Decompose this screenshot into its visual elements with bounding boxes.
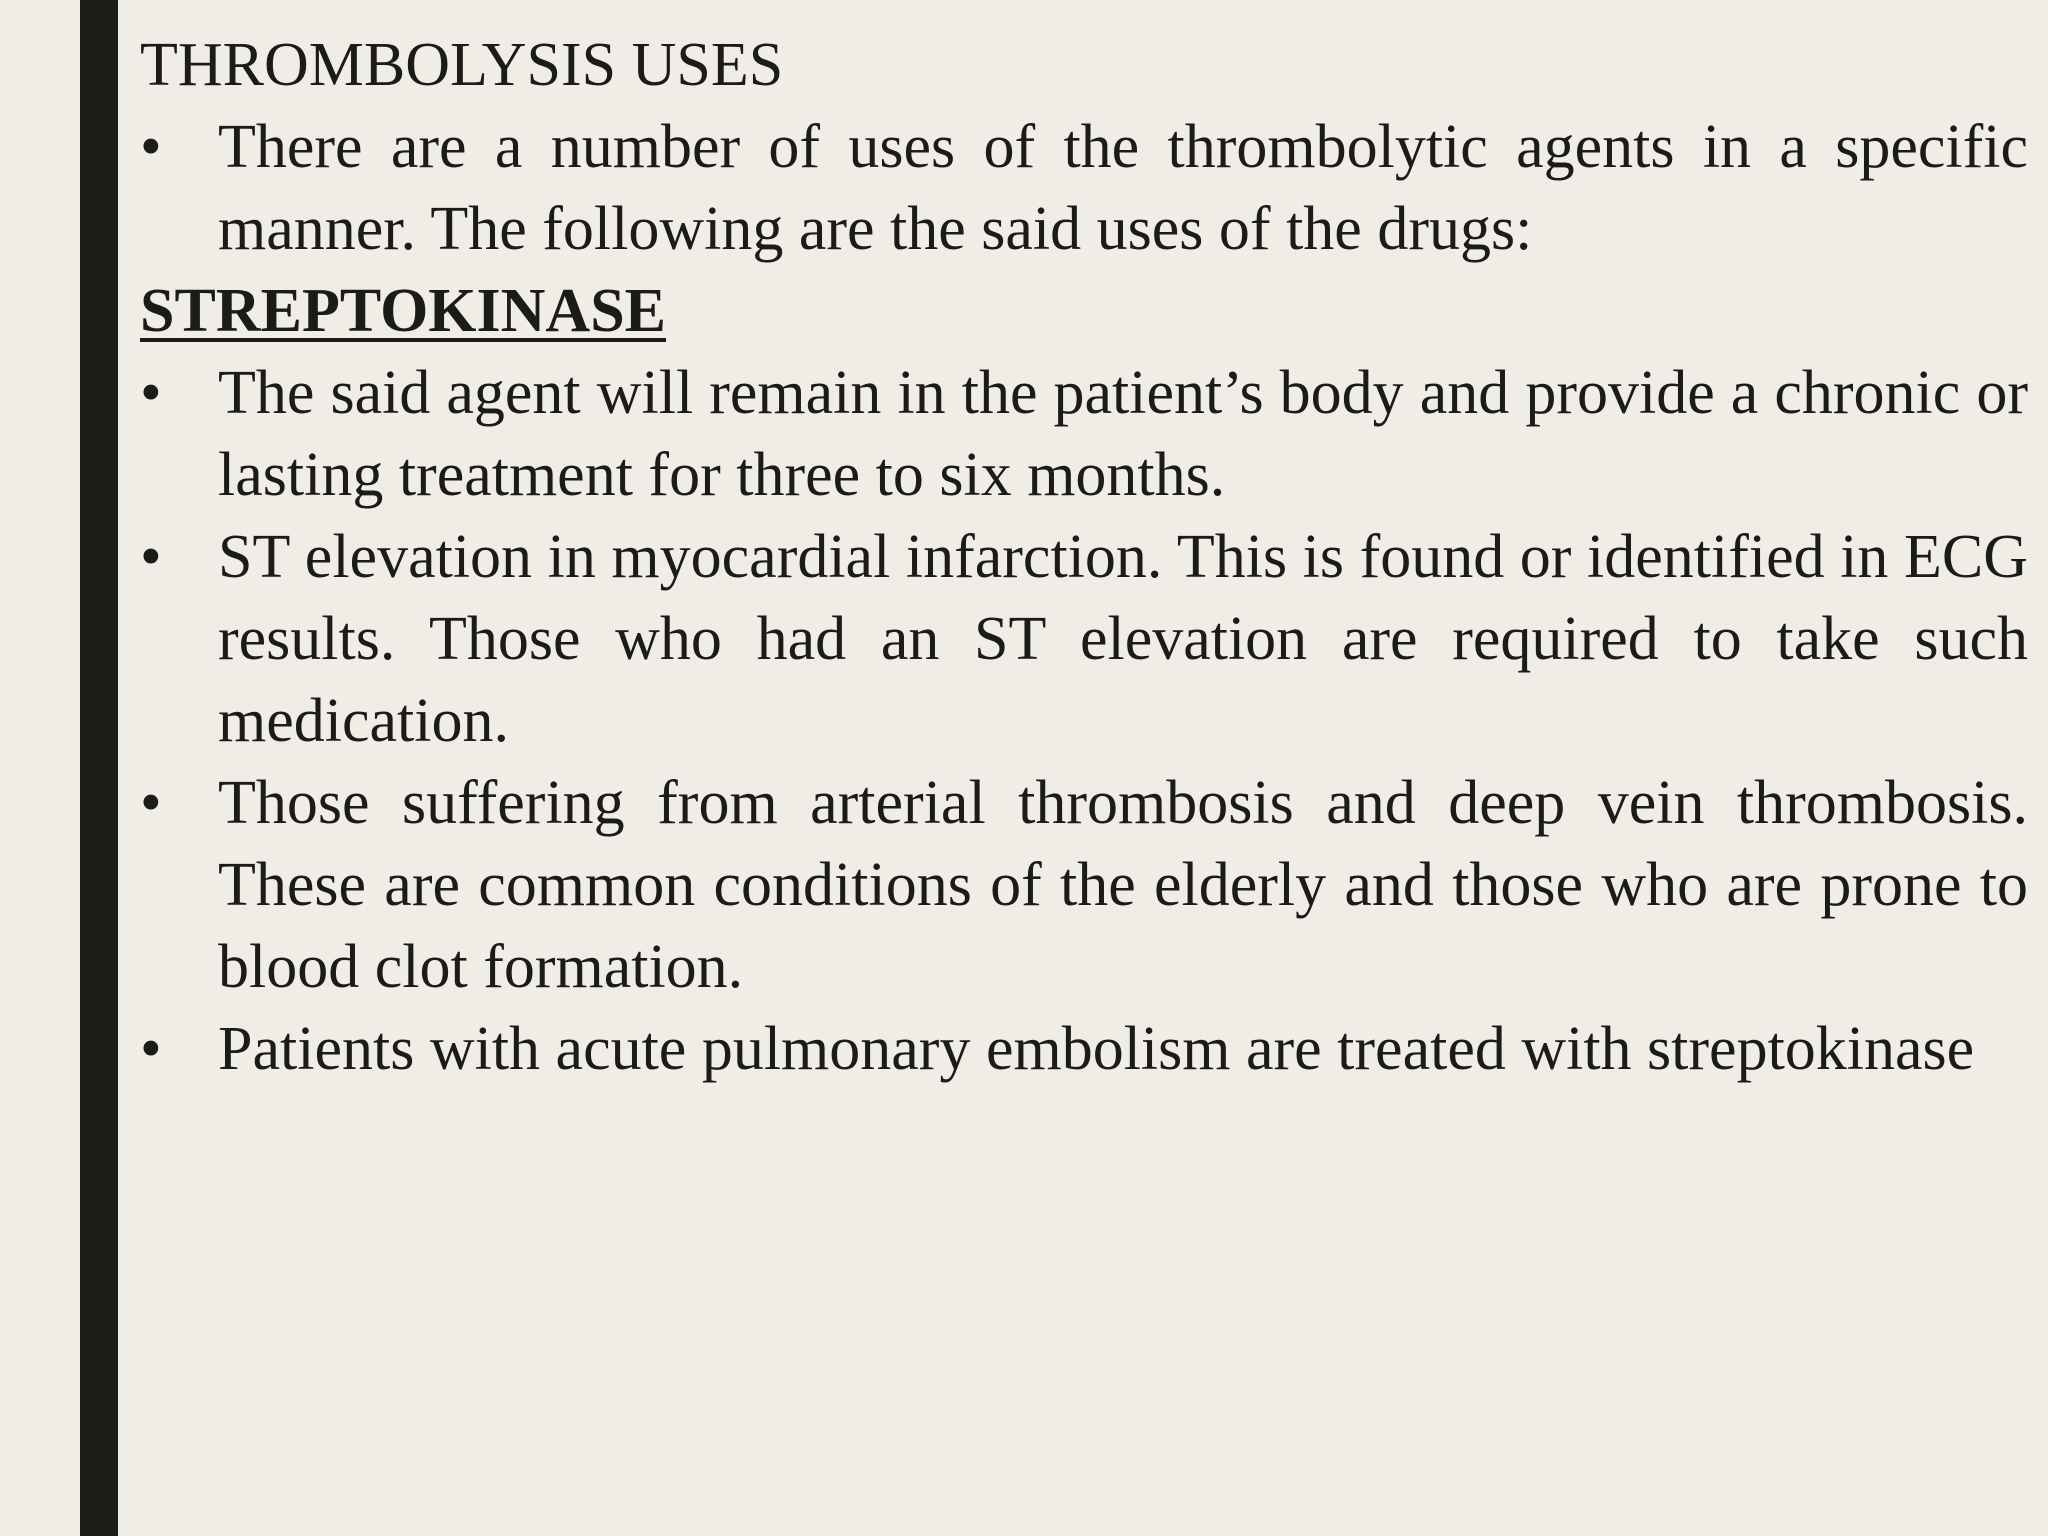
list-item — [140, 762, 2028, 1008]
bullet-icon: • — [140, 523, 162, 591]
bullet-text: The said agent will remain in the patient’s body and provide a chronic or lasting treatment for three to six months. — [218, 359, 2028, 509]
bullet-icon: • — [140, 113, 162, 181]
intro-bullet-list — [140, 106, 2028, 270]
bullet-text: There are a number of uses of the thrombolytic agents in a specific manner. The following are the said uses of the drugs: — [218, 113, 2028, 263]
bullet-text: Those suffering from arterial thrombosis and deep vein thrombosis. These are common conditions of the elderly and those who are prone to blood clot formation. — [218, 769, 2028, 1001]
list-item — [140, 352, 2028, 516]
bullet-text: Patients with acute pulmonary embolism are treated with streptokinase — [218, 1015, 1975, 1083]
list-item — [140, 1008, 2028, 1090]
slide-content — [140, 24, 2028, 1090]
bullet-icon: • — [140, 359, 162, 427]
list-item — [140, 106, 2028, 270]
section-bullet-list — [140, 352, 2028, 1090]
section-heading: STREPTOKINASE — [140, 277, 667, 345]
bullet-icon: • — [140, 769, 162, 837]
slide-title: THROMBOLYSIS USES — [140, 31, 784, 99]
bullet-text: ST elevation in myocardial infarction. This is found or identified in ECG results. Those who had an ST elevation are required to take such medication. — [218, 523, 2028, 755]
list-item — [140, 516, 2028, 762]
accent-bar — [80, 0, 118, 1536]
bullet-icon: • — [140, 1015, 162, 1083]
